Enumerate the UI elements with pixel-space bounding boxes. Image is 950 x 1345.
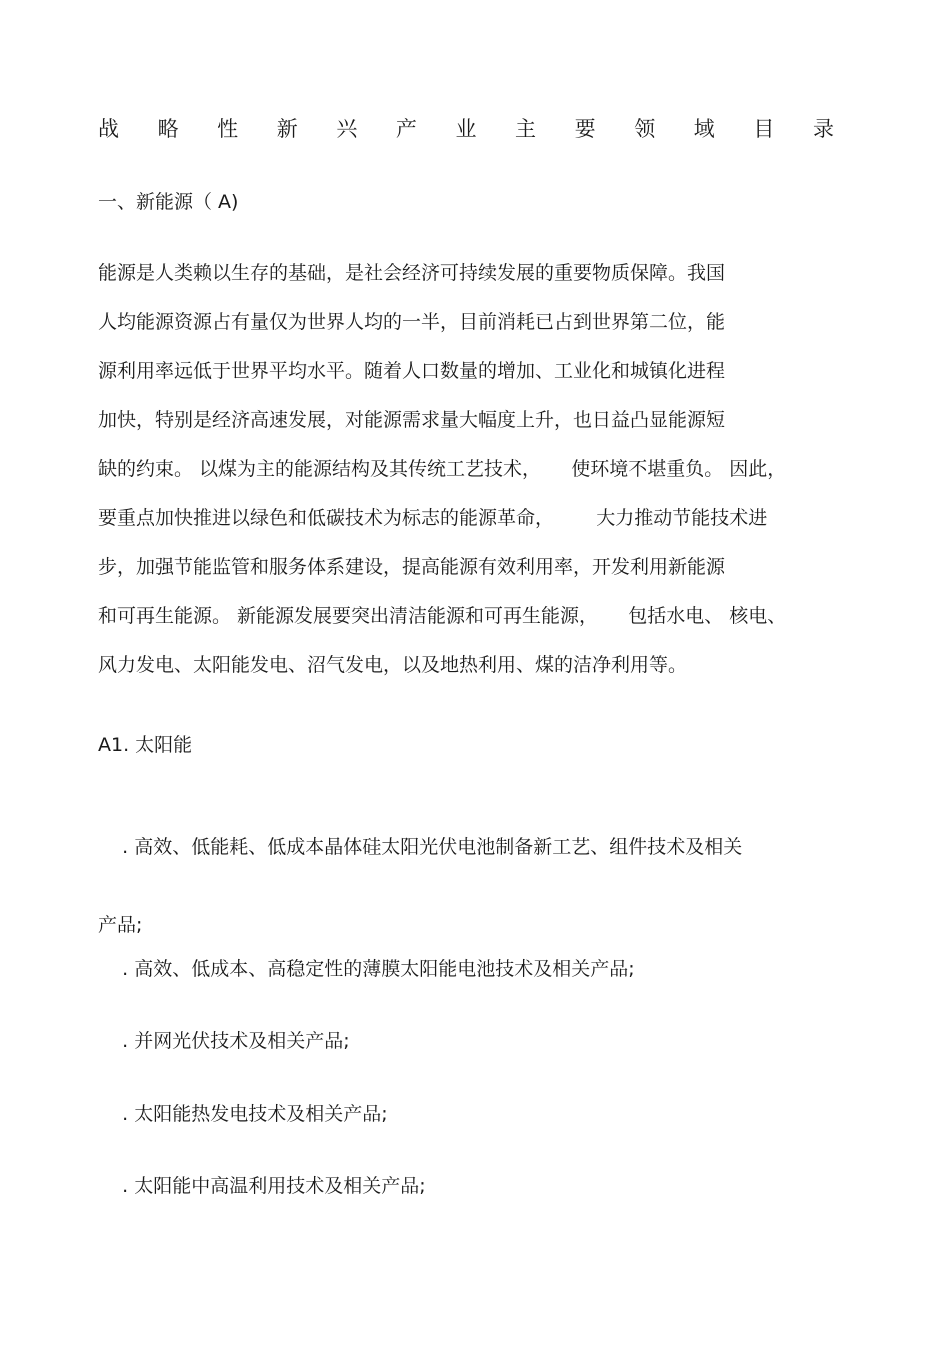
list-item-text: . 高效、低能耗、低成本晶体硅太阳光伏电池制备新工艺、组件技术及相关: [122, 836, 743, 858]
title-char: 领: [634, 117, 656, 141]
title-char: 域: [693, 117, 715, 141]
title-char: 产: [395, 117, 417, 141]
paragraph-line: 源利用率远低于世界平均水平。随着人口数量的增加、工业化和城镇化进程: [98, 360, 726, 382]
list-item-text: . 太阳能热发电技术及相关产品;: [122, 1103, 388, 1125]
title-char: 新: [276, 117, 298, 141]
paragraph-line: 风力发电、太阳能发电、沼气发电，以及地热利用、煤的洁净利用等。: [98, 654, 688, 676]
paragraph-line: 加快，特别是经济高速发展，对能源需求量大幅度上升，也日益凸显能源短: [98, 409, 726, 431]
subsection-heading: A1. 太阳能: [98, 734, 193, 756]
paragraph-line: 能源是人类赖以生存的基础，是社会经济可持续发展的重要物质保障。我国: [98, 262, 726, 284]
title-char: 要: [574, 117, 596, 141]
list-item-text: . 高效、低成本、高稳定性的薄膜太阳能电池技术及相关产品;: [122, 958, 635, 980]
title-char: 目: [753, 117, 775, 141]
list-item-text: . 并网光伏技术及相关产品;: [122, 1030, 350, 1052]
title-char: 业: [455, 117, 477, 141]
paragraph-line: 步，加强节能监管和服务体系建设，提高能源有效利用率，开发利用新能源: [98, 556, 726, 578]
paragraph-line: 和可再生能源。 新能源发展要突出清洁能源和可再生能源， 包括水电、 核电、: [98, 605, 787, 627]
paragraph-line: 缺的约束。 以煤为主的能源结构及其传统工艺技术， 使环境不堪重负。 因此，: [98, 458, 787, 480]
list-item-text: . 太阳能中高温利用技术及相关产品;: [122, 1175, 426, 1197]
document-title: [98, 114, 834, 144]
title-char: 战: [98, 117, 119, 141]
title-char: 主: [515, 117, 537, 141]
list-item-continuation: 产品;: [98, 914, 143, 936]
title-char: 兴: [336, 117, 358, 141]
intro-paragraph: [98, 258, 838, 699]
title-char: 略: [157, 117, 179, 141]
section-heading: 一、新能源（ A): [98, 191, 239, 213]
paragraph-line: 要重点加快推进以绿色和低碳技术为标志的能源革命， 大力推动节能技术进: [98, 507, 768, 529]
title-char: 性: [217, 117, 239, 141]
title-char: 录: [812, 117, 834, 141]
paragraph-line: 人均能源资源占有量仅为世界人均的一半，目前消耗已占到世界第二位，能: [98, 311, 726, 333]
list-item: [98, 1141, 426, 1231]
